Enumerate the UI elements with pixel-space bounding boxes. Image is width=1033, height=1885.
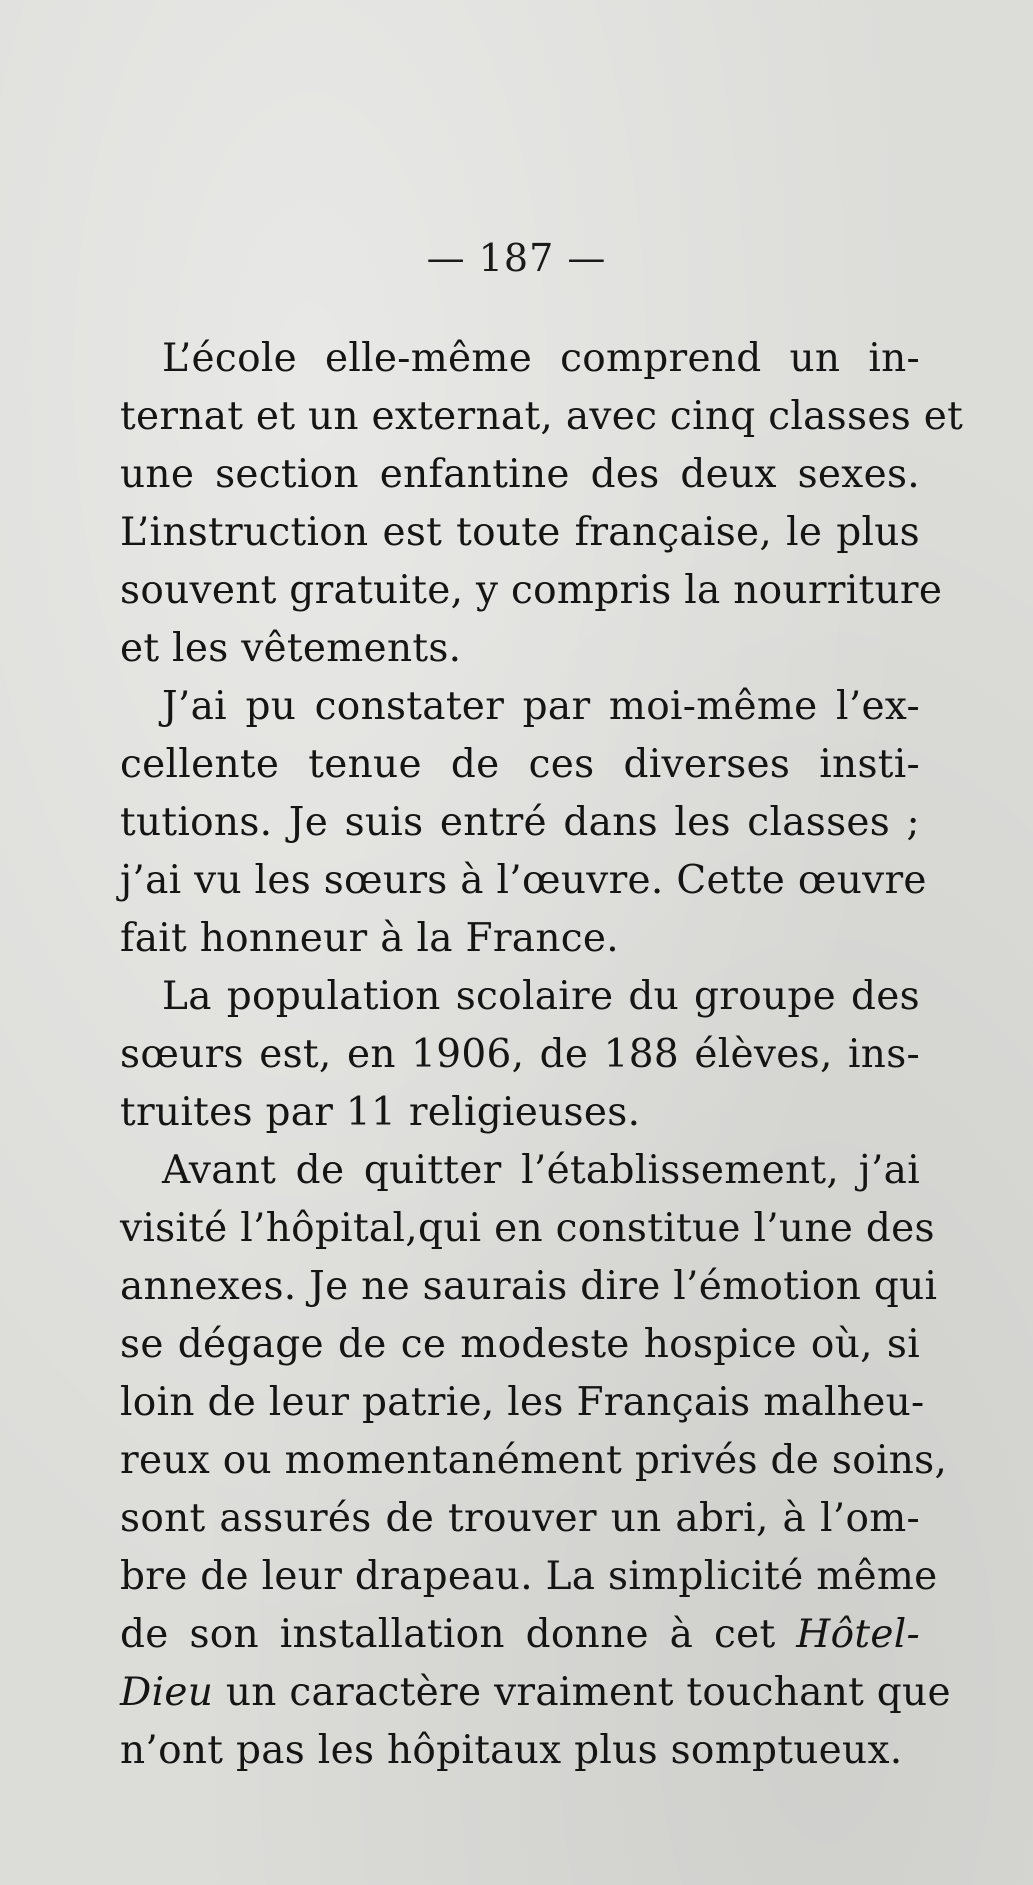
text-line: J’ai pu constater par moi-même l’ex- (162, 684, 920, 729)
text-line: loin de leur patrie, les Français malheu- (120, 1380, 925, 1425)
text-segment: un caractère vraiment touchant que (213, 1670, 951, 1715)
text-line: reux ou momentanément privés de soins, (120, 1438, 948, 1483)
paragraph-ecole (120, 330, 964, 678)
text-line: fait honneur à la France. (120, 916, 619, 961)
text-line: et les vêtements. (120, 626, 462, 671)
text-line: Avant de quitter l’établissement, j’ai (162, 1148, 920, 1193)
text-line: se dégage de ce modeste hospice où, si (120, 1322, 920, 1367)
text-line: La population scolaire du groupe des (162, 974, 920, 1019)
italic-dieu: Dieu (120, 1670, 214, 1715)
text-line: annexes. Je ne saurais dire l’émotion qui (120, 1264, 938, 1309)
text-line-hotel (120, 1606, 920, 1664)
text-line: n’ont pas les hôpitaux plus somptueux. (120, 1728, 903, 1773)
text-line: truites par 11 religieuses. (120, 1090, 641, 1135)
text-line: ternat et un externat, avec cinq classes et (120, 394, 964, 439)
text-line: souvent gratuite, y compris la nourriture (120, 568, 943, 613)
text-line: cellente tenue de ces diverses insti- (120, 742, 920, 787)
text-line: L’école elle-même comprend un in- (162, 336, 920, 381)
text-line-dieu (120, 1664, 951, 1722)
text-line: sœurs est, en 1906, de 188 élèves, ins- (120, 1032, 920, 1077)
italic-hotel: Hôtel- (796, 1612, 920, 1657)
text-line: une section enfantine des deux sexes. (120, 452, 920, 497)
paragraph-constater (120, 678, 927, 968)
page-number: — 187 — (426, 236, 607, 280)
text-line: sont assurés de trouver un abri, à l’om- (120, 1496, 920, 1541)
text-segment: de son installation donne à cet (120, 1612, 797, 1657)
text-line: tutions. Je suis entré dans les classes ; (120, 800, 920, 845)
text-line: visité l’hôpital,qui en constitue l’une des (120, 1206, 935, 1251)
paragraph-hopital (120, 1142, 951, 1780)
text-line: L’instruction est toute française, le plus (120, 510, 920, 555)
paragraph-population (120, 968, 920, 1142)
text-line: j’ai vu les sœurs à l’œuvre. Cette œuvre (120, 858, 927, 903)
body-text (120, 330, 964, 1780)
text-line: bre de leur drapeau. La simplicité même (120, 1554, 938, 1599)
